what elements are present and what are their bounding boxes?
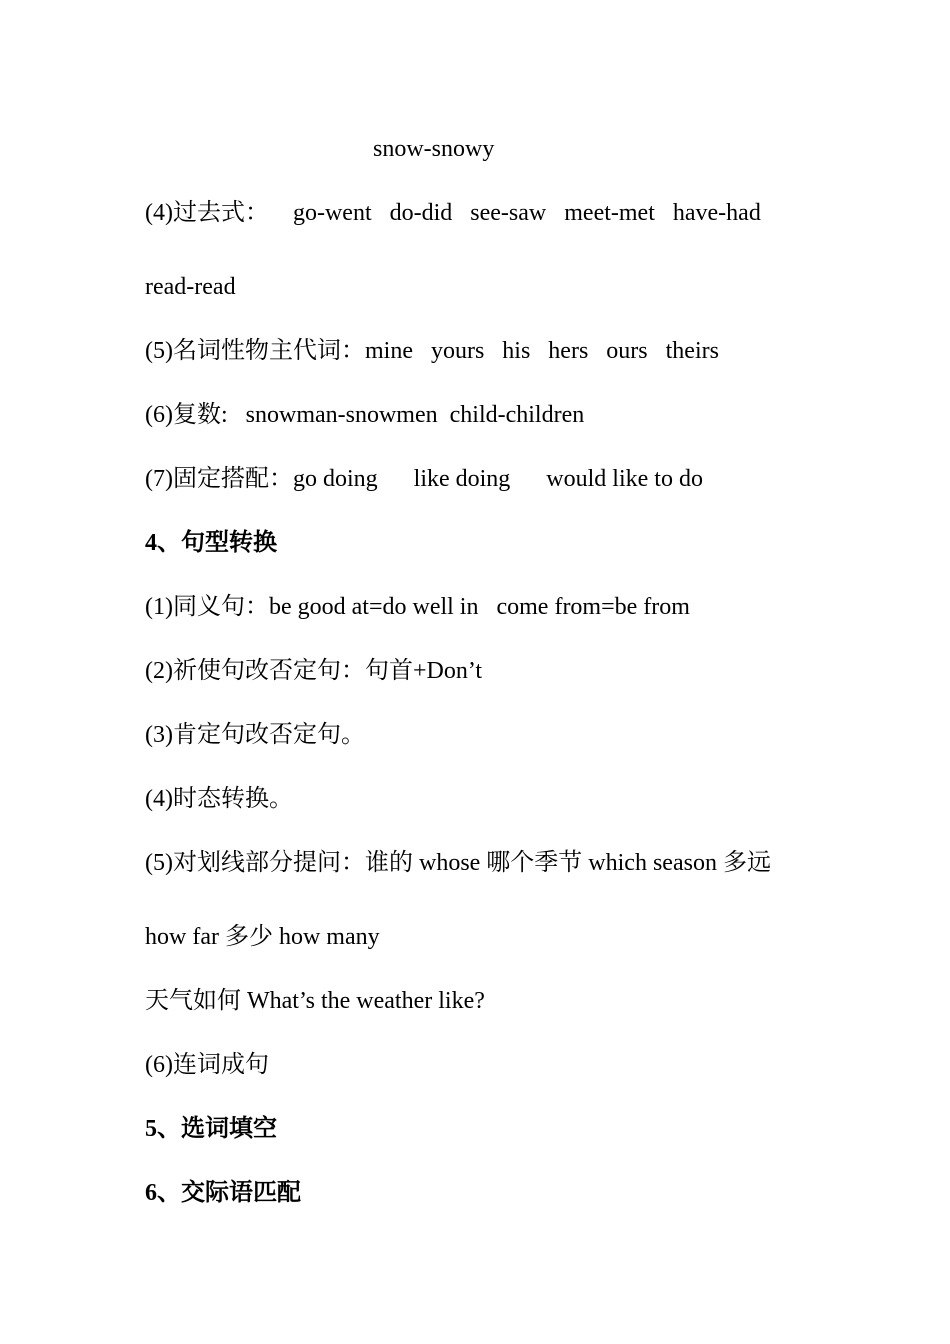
- text-line-question-underlined: (5)对划线部分提问：谁的 whose 哪个季节 which season 多远: [145, 850, 771, 876]
- text-line-weather-question: 天气如何 What’s the weather like?: [145, 988, 485, 1014]
- text-line-synonym-sentence: (1)同义句：be good at=do well in come from=be from: [145, 594, 690, 620]
- text-line-snow-snowy: snow-snowy: [373, 136, 495, 162]
- section-heading-dialogue-match: 6、交际语匹配: [145, 1180, 301, 1206]
- text-line-affirmative-negative: (3)肯定句改否定句。: [145, 722, 365, 748]
- text-line-past-tense-cont: read-read: [145, 274, 236, 300]
- text-line-possessive-pronouns: (5)名词性物主代词：mine yours his hers ours theirs: [145, 338, 719, 364]
- text-line-fixed-phrases: (7)固定搭配：go doing like doing would like to do: [145, 466, 703, 492]
- text-line-word-ordering: (6)连词成句: [145, 1052, 269, 1078]
- section-heading-sentence-transform: 4、句型转换: [145, 530, 277, 556]
- text-line-past-tense: (4)过去式： go-went do-did see-saw meet-met have-had: [145, 200, 761, 226]
- section-heading-word-fill: 5、选词填空: [145, 1116, 277, 1142]
- text-line-question-underlined-cont: how far 多少 how many: [145, 924, 380, 950]
- text-line-tense-transform: (4)时态转换。: [145, 786, 293, 812]
- text-line-imperative-negative: (2)祈使句改否定句：句首+Don’t: [145, 658, 483, 684]
- text-line-plural: (6)复数: snowman-snowmen child-children: [145, 402, 585, 428]
